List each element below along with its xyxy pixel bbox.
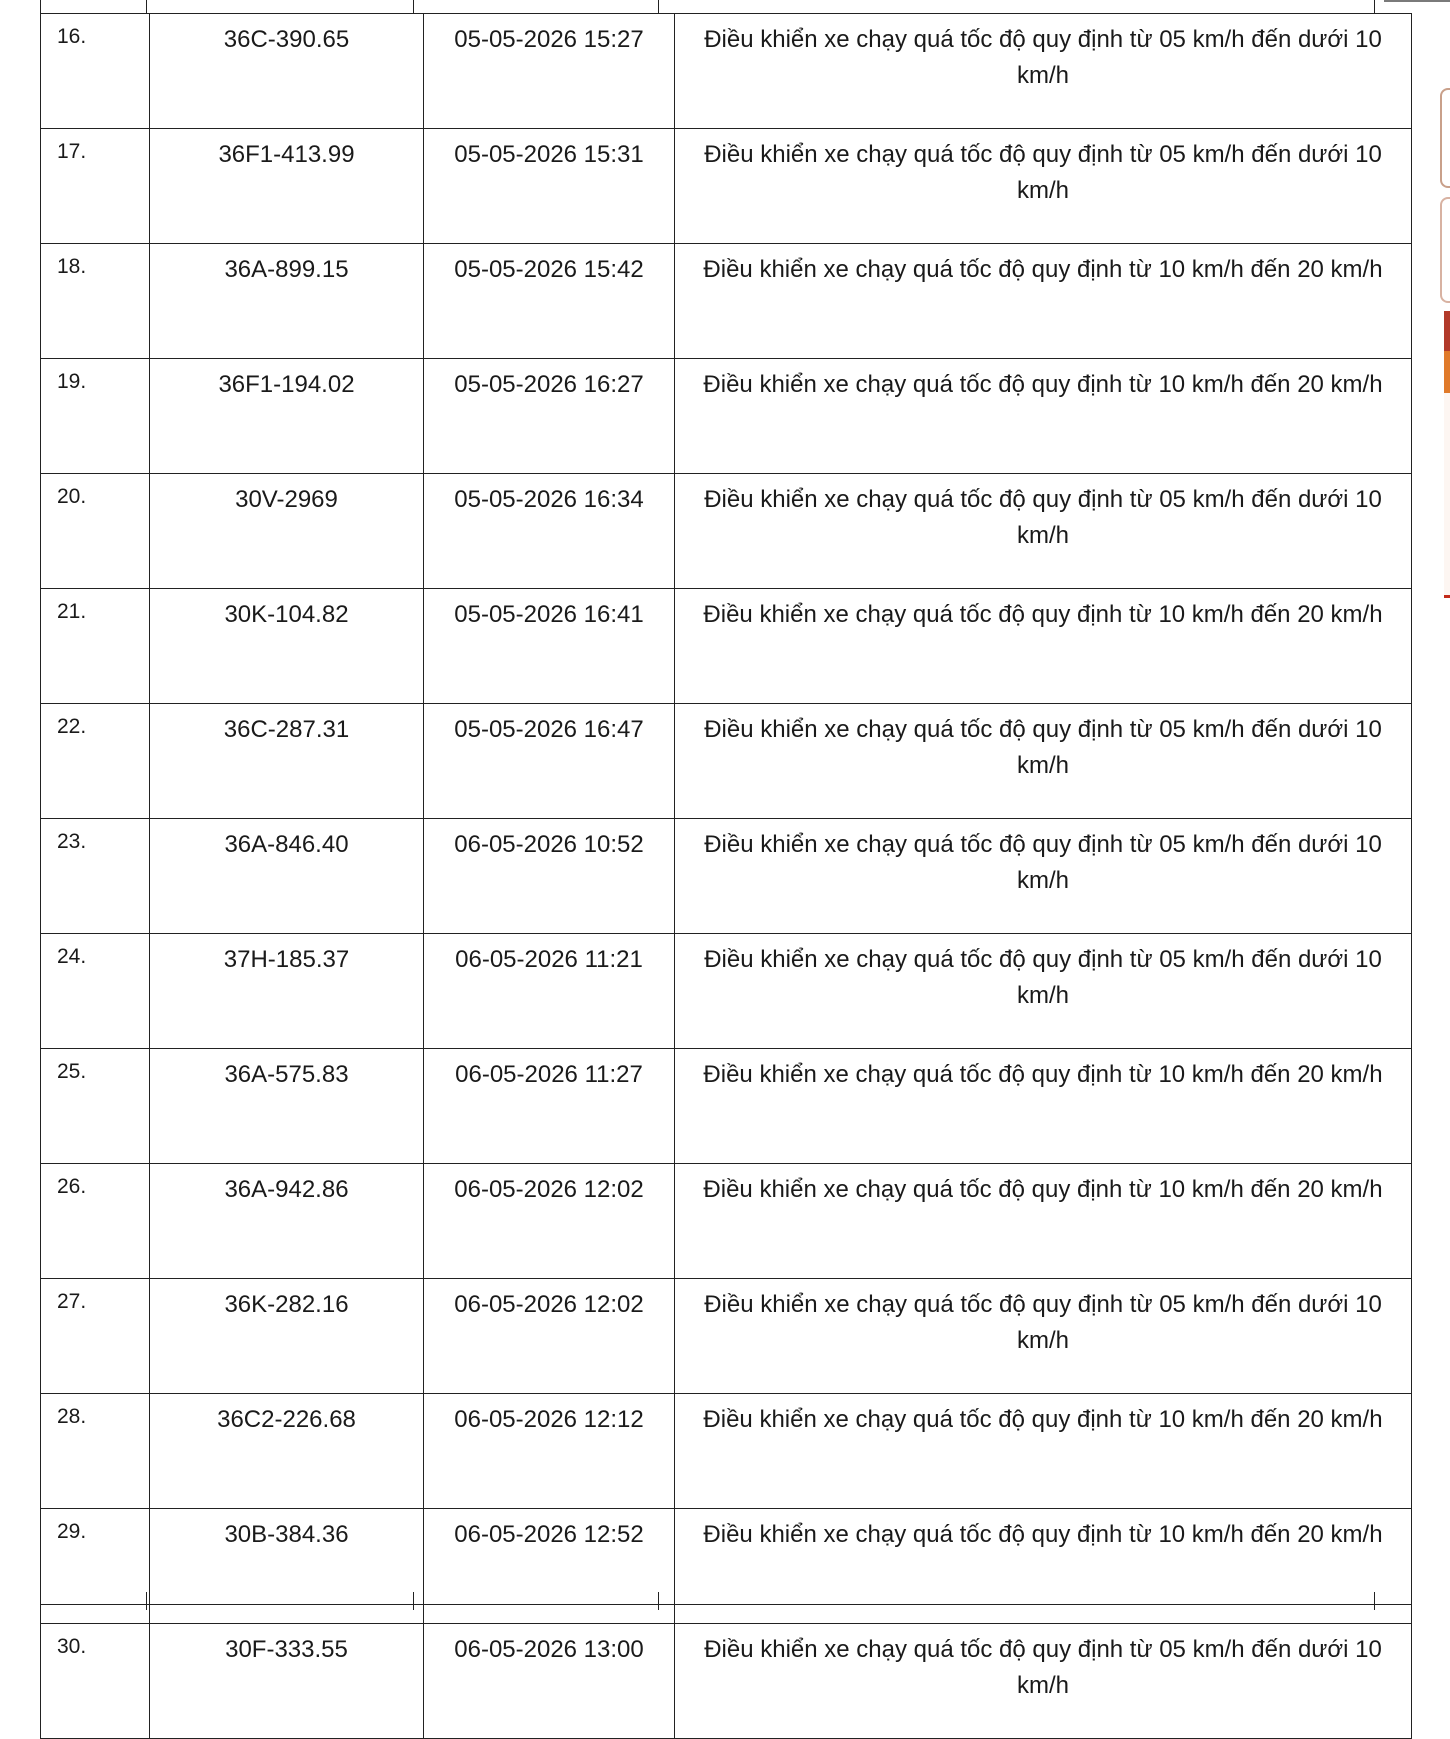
violation-description: Điều khiển xe chạy quá tốc độ quy định từ 05 km/h đến dưới 10 km/h — [675, 819, 1412, 934]
row-number: 20. — [41, 474, 150, 589]
violation-time: 05-05-2026 16:27 — [424, 359, 675, 474]
column-rule-bottom — [40, 1592, 41, 1610]
side-accent-bar — [1444, 351, 1450, 393]
violation-time: 05-05-2026 15:31 — [424, 129, 675, 244]
violation-description: Điều khiển xe chạy quá tốc độ quy định từ 05 km/h đến dưới 10 km/h — [675, 1624, 1412, 1739]
row-number: 26. — [41, 1164, 150, 1279]
license-plate: 36K-282.16 — [150, 1279, 424, 1394]
violation-time: 06-05-2026 12:52 — [424, 1509, 675, 1624]
violation-time: 05-05-2026 16:34 — [424, 474, 675, 589]
column-rule-top — [1374, 0, 1375, 13]
violation-description: Điều khiển xe chạy quá tốc độ quy định từ 05 km/h đến dưới 10 km/h — [675, 14, 1412, 129]
violation-description: Điều khiển xe chạy quá tốc độ quy định từ 05 km/h đến dưới 10 km/h — [675, 474, 1412, 589]
license-plate: 36A-942.86 — [150, 1164, 424, 1279]
table-row — [41, 1624, 1412, 1739]
row-number: 29. — [41, 1509, 150, 1624]
violation-description: Điều khiển xe chạy quá tốc độ quy định từ 10 km/h đến 20 km/h — [675, 1049, 1412, 1164]
row-number: 28. — [41, 1394, 150, 1509]
row-number: 27. — [41, 1279, 150, 1394]
side-accent-bar — [1444, 311, 1450, 351]
license-plate: 36A-899.15 — [150, 244, 424, 359]
table-row — [41, 1164, 1412, 1279]
violation-time: 06-05-2026 11:21 — [424, 934, 675, 1049]
violation-description: Điều khiển xe chạy quá tốc độ quy định từ 10 km/h đến 20 km/h — [675, 359, 1412, 474]
row-number: 22. — [41, 704, 150, 819]
violation-time: 06-05-2026 12:12 — [424, 1394, 675, 1509]
violation-description: Điều khiển xe chạy quá tốc độ quy định từ 10 km/h đến 20 km/h — [675, 1164, 1412, 1279]
column-rule-bottom — [658, 1592, 659, 1610]
row-number: 30. — [41, 1624, 150, 1739]
violation-time: 06-05-2026 10:52 — [424, 819, 675, 934]
license-plate: 36A-575.83 — [150, 1049, 424, 1164]
license-plate: 30V-2969 — [150, 474, 424, 589]
table-row — [41, 359, 1412, 474]
row-number: 25. — [41, 1049, 150, 1164]
violation-table — [40, 13, 1412, 1739]
table-row — [41, 934, 1412, 1049]
row-number: 19. — [41, 359, 150, 474]
column-rule-top — [146, 0, 147, 13]
side-ad-strip[interactable] — [1444, 393, 1450, 598]
table-row — [41, 474, 1412, 589]
violation-time: 06-05-2026 12:02 — [424, 1279, 675, 1394]
license-plate: 36A-846.40 — [150, 819, 424, 934]
column-rule-bottom — [413, 1592, 414, 1610]
violation-description: Điều khiển xe chạy quá tốc độ quy định từ 05 km/h đến dưới 10 km/h — [675, 704, 1412, 819]
violation-time: 05-05-2026 15:27 — [424, 14, 675, 129]
license-plate: 37H-185.37 — [150, 934, 424, 1049]
table-row — [41, 1509, 1412, 1624]
table-row — [41, 704, 1412, 819]
violation-description: Điều khiển xe chạy quá tốc độ quy định từ 10 km/h đến 20 km/h — [675, 589, 1412, 704]
column-rule-bottom — [1374, 1592, 1375, 1610]
license-plate: 30F-333.55 — [150, 1624, 424, 1739]
violation-time: 05-05-2026 15:42 — [424, 244, 675, 359]
column-rule-bottom — [146, 1592, 147, 1610]
violation-description: Điều khiển xe chạy quá tốc độ quy định từ 10 km/h đến 20 km/h — [675, 1509, 1412, 1624]
violation-time: 06-05-2026 13:00 — [424, 1624, 675, 1739]
row-number: 17. — [41, 129, 150, 244]
row-number: 24. — [41, 934, 150, 1049]
table-row — [41, 1394, 1412, 1509]
table-row — [41, 1279, 1412, 1394]
table-row — [41, 14, 1412, 129]
violation-description: Điều khiển xe chạy quá tốc độ quy định từ 05 km/h đến dưới 10 km/h — [675, 934, 1412, 1049]
row-number: 21. — [41, 589, 150, 704]
side-panel-tab[interactable] — [1440, 88, 1450, 188]
violation-table-body — [41, 14, 1412, 1739]
license-plate: 36C-287.31 — [150, 704, 424, 819]
violation-description: Điều khiển xe chạy quá tốc độ quy định từ 10 km/h đến 20 km/h — [675, 244, 1412, 359]
violation-description: Điều khiển xe chạy quá tốc độ quy định từ 10 km/h đến 20 km/h — [675, 1394, 1412, 1509]
violation-time: 05-05-2026 16:47 — [424, 704, 675, 819]
row-number: 23. — [41, 819, 150, 934]
license-plate: 30K-104.82 — [150, 589, 424, 704]
violation-time: 05-05-2026 16:41 — [424, 589, 675, 704]
side-panel-tab[interactable] — [1440, 197, 1450, 303]
page-top-rule — [1384, 0, 1450, 2]
table-row — [41, 129, 1412, 244]
violation-description: Điều khiển xe chạy quá tốc độ quy định từ 05 km/h đến dưới 10 km/h — [675, 1279, 1412, 1394]
license-plate: 36F1-413.99 — [150, 129, 424, 244]
table-row — [41, 244, 1412, 359]
column-rule-top — [40, 0, 41, 13]
column-rule-top — [413, 0, 414, 13]
violation-time: 06-05-2026 11:27 — [424, 1049, 675, 1164]
table-row — [41, 589, 1412, 704]
violation-description: Điều khiển xe chạy quá tốc độ quy định từ 05 km/h đến dưới 10 km/h — [675, 129, 1412, 244]
table-row — [41, 819, 1412, 934]
license-plate: 36F1-194.02 — [150, 359, 424, 474]
license-plate: 30B-384.36 — [150, 1509, 424, 1624]
license-plate: 36C2-226.68 — [150, 1394, 424, 1509]
row-number: 18. — [41, 244, 150, 359]
next-row-rule — [40, 1604, 1411, 1605]
column-rule-top — [658, 0, 659, 13]
license-plate: 36C-390.65 — [150, 14, 424, 129]
table-row — [41, 1049, 1412, 1164]
row-number: 16. — [41, 14, 150, 129]
violation-time: 06-05-2026 12:02 — [424, 1164, 675, 1279]
